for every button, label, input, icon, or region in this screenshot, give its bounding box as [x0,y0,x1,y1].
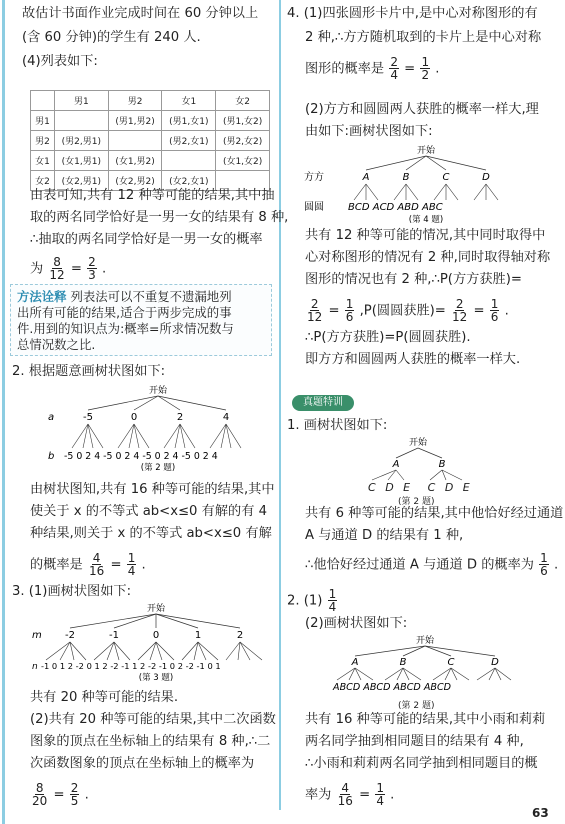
text-line: 由树状图知,共有 16 种等可能的结果,其中 [30,482,275,497]
tree-node: 0 [130,412,138,423]
denominator: 6 [490,310,499,324]
table-cell: (男1,女1) [162,111,216,131]
period: . [84,787,89,803]
table-header-cell: 女2 [216,91,270,111]
tree-node: A [392,459,400,470]
numerator: 2 [390,55,398,69]
tree-node: 0 [152,630,160,641]
tree-edges-level2 [372,470,462,480]
text-line: 即方方和圆圆两人获胜的概率一样大. [305,352,521,367]
numerator: 1 [490,297,499,311]
denominator: 12 [452,310,468,324]
table-cell: 男2 [31,131,55,151]
denominator: 6 [540,564,548,578]
table-cell: (女1,男2) [108,151,162,171]
numerator: 2 [310,297,319,311]
level-label: b [48,451,55,462]
tree-node: B [402,172,410,183]
fraction-line [305,298,509,323]
level-label: 圆圆 [304,202,324,213]
fraction [451,298,468,323]
table-header-cell: 男2 [108,91,162,111]
text-fragment: 图形的概率是 [305,61,385,77]
tree-edge [114,614,156,628]
page-number: 63 [532,806,549,820]
tree-node: -5 [83,412,93,423]
tree-edges-level2 [337,668,511,680]
text-line: 使关于 x 的不等式 ab<x≤0 有解的有 4 [30,504,267,519]
tree-edge [158,396,226,410]
text-line: 两名同学抽到相同题目的结果有 4 种, [305,734,524,749]
note-line: 出所有可能的结果,适合于两步完成的事 [17,305,232,320]
text-fragment: ,P(圆圆获胜)= [359,303,446,319]
text-line: (2)画树状图如下: [305,616,408,631]
denominator: 5 [70,794,79,808]
denominator: 16 [88,564,105,578]
fraction-line [30,256,106,281]
tree-node: D [385,481,394,494]
fraction [337,782,354,807]
table-cell: (男2,男1) [54,131,108,151]
denominator: 2 [421,68,430,82]
table-cell: (男2,女1) [162,131,216,151]
tree-leaves: -5 0 2 4 -5 0 2 4 -5 0 2 4 -5 0 2 4 [64,451,218,462]
text-line: (4)列表如下: [22,54,98,69]
numerator: 1 [540,551,548,565]
tree-leaves: BCD ACD ABD ABC [348,202,443,213]
tree-edge [156,614,198,628]
tree-diagram-q2 [40,382,265,472]
fraction [539,552,549,577]
text-line: 次函数图象的顶点在坐标轴上的概率为 [30,756,255,771]
figure-caption: (第 2 题) [398,701,435,711]
equals: = [359,787,371,803]
fraction [490,298,500,323]
tree-edge [425,646,451,656]
text-line: (含 60 分钟)的学生有 240 人. [22,30,201,45]
tree-edges-level2 [354,184,498,200]
text-line: (2)共有 20 种等可能的结果,其中二次函数 [30,712,276,727]
table-cell: (女2,女1) [162,171,216,191]
fraction-line [287,588,338,613]
tree-node: 4 [222,412,230,423]
table-cell: (男1,男2) [108,111,162,131]
tree-edge [88,396,158,410]
tree-root: 开始 [148,386,168,396]
tree-node: A [351,657,359,668]
tree-node: D [482,172,490,183]
column-divider [279,0,281,810]
text-line: 故估计书面作业完成时间在 60 分钟以上 [22,6,259,21]
note-line: 件.用到的知识点为:概率=所求情况数与 [17,321,234,336]
table-cell: 女1 [31,151,55,171]
figure-caption: (第 3 题) [138,673,174,682]
tree-diagram-q4 [300,142,510,224]
numerator: 1 [328,587,337,601]
tree-edges-level2 [46,642,262,660]
text-line: ∴小雨和莉莉两名同学抽到相同题目的概 [305,756,538,771]
text-fragment: 的概率是 [30,557,83,573]
fraction-line [305,56,439,81]
equals: = [110,557,122,573]
text-line: A 与通道 D 的结果有 1 种, [305,528,464,543]
text-fragment: = [70,261,82,277]
text-line: 图象的顶点在坐标轴上的结果有 8 种,∴二 [30,734,271,749]
table-cell: (女2,男1) [54,171,108,191]
table-header-cell [31,91,55,111]
tree-node: C [442,172,450,183]
denominator: 3 [88,268,96,282]
figure-caption: (第 2 题) [140,463,176,472]
question-2-title: 2. 根据题意画树状图如下: [12,364,166,379]
equals: = [328,303,340,319]
text-fragment: 2. (1) [287,593,323,609]
fraction [328,588,338,613]
numerator: 8 [35,781,44,795]
tree-edge [366,156,426,170]
figure-caption: (第 4 题) [408,215,444,224]
text-line: ∴P(方方获胜)=P(圆圆获胜). [305,330,471,345]
fraction [375,782,385,807]
tree-node: C [368,481,376,494]
fraction-line [30,552,146,577]
level-label: 方方 [304,172,324,183]
fraction-line [305,782,394,807]
fraction [306,298,323,323]
table-cell: 男1 [31,111,55,131]
table-header-cell: 男1 [54,91,108,111]
equals: = [53,787,65,803]
period: . [504,303,509,319]
text-line: 心对称图形的情况有 2 种,同时取得轴对称 [305,250,551,265]
text-line: 共有 6 种等可能的结果,其中他恰好经过通道 [305,506,564,521]
method-note-box [10,284,272,356]
tree-edge [425,646,495,656]
denominator: 16 [337,794,353,808]
level-label: m [32,630,42,641]
table-cell: (女1,男1) [54,151,108,171]
tree-diagram-q3 [30,600,270,682]
numerator: 2 [455,297,464,311]
text-fragment: 率为 [305,787,332,803]
denominator: 6 [345,310,354,324]
denominator: 20 [32,794,48,808]
period: . [390,787,395,803]
section-badge: 真题特训 [292,395,354,411]
fraction [88,552,105,577]
numerator: 4 [92,551,101,565]
table-cell [54,111,108,131]
period: . [435,61,440,77]
denominator: 4 [127,564,136,578]
tree-node: 1 [194,630,202,641]
text-line: 由如下:画树状图如下: [305,124,433,139]
table-cell: (男2,女2) [216,131,270,151]
tree-node: E [462,481,470,494]
note-tag: 方法诠释 [17,289,67,304]
text-line: 由表可知,共有 12 种等可能的结果,其中抽 [30,188,275,203]
table-cell: (女2,男2) [108,171,162,191]
tree-edge [418,448,442,458]
table-header-cell: 女1 [162,91,216,111]
numerator: 1 [127,551,136,565]
fraction [127,552,137,577]
numerator: 8 [53,255,61,269]
fraction [70,782,80,807]
tree-node: E [403,481,411,494]
question-1-title: 1. 画树状图如下: [287,418,388,433]
fraction [87,256,97,281]
tree-leaves: -1 0 1 2 -2 0 1 2 -2 -1 1 2 -2 -1 0 2 -2 -1 0 1 [41,661,221,671]
text-line: 2 种,∴方方随机取到的卡片上是中心对称 [305,30,542,45]
numerator: 4 [341,781,350,795]
tree-edge [396,448,418,458]
table-cell: (女1,女2) [216,151,270,171]
result-table [30,90,270,191]
text-line: 共有 16 种等可能的结果,其中小雨和莉莉 [305,712,546,727]
text-line: 图形的情况也有 2 种,∴P(方方获胜)= [305,272,522,287]
tree-diagram-r2 [305,632,515,700]
fraction [48,256,65,281]
numerator: 1 [345,297,354,311]
fraction [420,56,430,81]
fraction [31,782,48,807]
numerator: 1 [376,781,384,795]
page-edge-stripe [2,0,5,824]
period: . [141,557,146,573]
tree-root: 开始 [408,438,428,448]
tree-edge [426,156,486,170]
text-line: 4. (1)四张圆形卡片中,是中心对称图形的有 [287,6,538,21]
tree-node: C [447,657,455,668]
tree-node: -1 [109,630,119,641]
tree-edge [70,614,156,628]
denominator: 4 [328,600,337,614]
table-cell: (男1,女2) [216,111,270,131]
table-cell: 女2 [31,171,55,191]
tree-node: 2 [236,630,244,641]
text-fragment: ∴他恰好经过通道 A 与通道 D 的概率为 [305,557,534,573]
table-cell [162,151,216,171]
note-line [17,289,232,305]
numerator: 2 [88,255,96,269]
fraction-line [30,782,89,807]
tree-node: 2 [176,412,184,423]
equals: = [473,303,485,319]
figure-caption: (第 2 题) [398,497,435,507]
tree-node: A [362,172,370,183]
text-line: 取的两名同学恰好是一男一女的结果有 8 种, [30,210,289,225]
tree-leaves: ABCD ABCD ABCD ABCD [333,682,452,693]
equals: = [404,61,416,77]
tree-node: -2 [65,630,75,641]
question-3-title: 3. (1)画树状图如下: [12,584,132,599]
text-line: 共有 20 种等可能的结果. [30,690,179,705]
level-label: a [48,412,55,423]
denominator: 4 [390,68,398,82]
text-line: 共有 12 种等可能的情况,其中同时取得中 [305,228,546,243]
text-line: (2)方方和圆圆两人获胜的概率一样大,理 [305,102,539,117]
denominator: 12 [307,310,323,324]
numerator: 2 [70,781,79,795]
text-fragment: 为 [30,261,44,277]
period: . [554,557,559,573]
tree-root: 开始 [146,604,166,614]
tree-node: D [444,481,454,494]
tree-root: 开始 [415,636,435,646]
tree-node: B [399,657,407,668]
fraction [345,298,355,323]
fraction-line [305,552,558,577]
numerator: 1 [421,55,430,69]
denominator: 4 [376,794,384,808]
text-line: ∴抽取的两名同学恰好是一男一女的概率 [30,232,263,247]
tree-node: C [427,481,436,494]
tree-root: 开始 [416,146,436,156]
table-cell [108,131,162,151]
text-line: 种结果,则关于 x 的不等式 ab<x≤0 有解 [30,526,272,541]
level-label: n [32,662,38,672]
text-fragment: . [101,261,107,277]
note-line: 总情况数之比. [17,337,96,352]
tree-edge [156,614,240,628]
fraction [389,56,399,81]
tree-edges-level2 [72,424,241,448]
denominator: 12 [49,268,65,282]
tree-node: D [491,657,499,668]
note-text: 列表法可以不重复不遗漏地列 [70,289,232,304]
tree-node: B [438,459,446,470]
